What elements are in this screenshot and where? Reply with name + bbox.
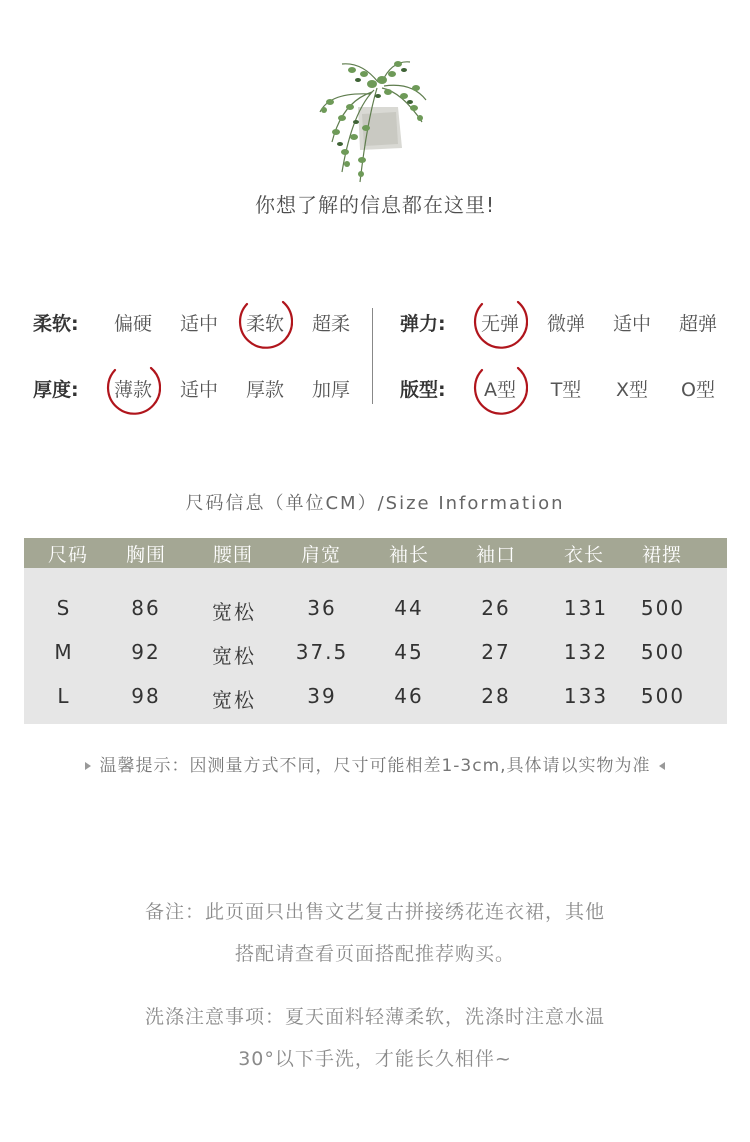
attributes-left [33, 302, 364, 408]
thickness-option-extra-thick: 加厚 [311, 378, 350, 401]
softness-row [33, 302, 364, 342]
header-cuff: 袖口 [475, 544, 516, 566]
table-cell: 500 [640, 640, 686, 664]
attributes-right [400, 302, 731, 408]
table-cell: 132 [563, 640, 609, 664]
softness-label: 柔软: [33, 312, 79, 335]
fit-row [400, 368, 731, 408]
table-cell: 28 [481, 684, 511, 708]
attributes-divider [372, 308, 373, 404]
header-hem: 裙摆 [641, 544, 682, 566]
header-waist: 腰围 [212, 544, 253, 566]
table-cell: 92 [131, 640, 161, 664]
table-cell: M [54, 640, 74, 664]
thickness-option-thick: 厚款 [245, 378, 284, 401]
thickness-option-medium: 适中 [179, 378, 218, 401]
note-line-1: 备注：此页面只出售文艺复古拼接绣花连衣裙，其他 [144, 901, 605, 923]
table-cell: 39 [307, 684, 337, 708]
table-cell: 36 [307, 596, 337, 620]
table-cell: 133 [563, 684, 609, 708]
table-cell: 500 [640, 596, 686, 620]
table-cell: 131 [563, 596, 609, 620]
elasticity-option-none [467, 309, 533, 336]
table-cell: 44 [394, 596, 424, 620]
fit-option-x: X型 [615, 378, 649, 401]
table-cell: 宽松 [212, 688, 256, 712]
size-table-body [24, 568, 727, 724]
header-bust: 胸围 [125, 544, 166, 566]
fit-option-a-text: A型 [484, 378, 516, 401]
thickness-option-thin-text: 薄款 [113, 378, 152, 401]
triangle-right-icon [85, 762, 91, 770]
thickness-row [33, 368, 364, 408]
tip-text: 温馨提示：因测量方式不同，尺寸可能相差1-3cm,具体请以实物为准 [99, 756, 651, 776]
table-cell: 46 [394, 684, 424, 708]
fit-label: 版型: [400, 378, 446, 401]
size-table-header [24, 538, 727, 568]
softness-option-hard: 偏硬 [113, 312, 152, 335]
header-size: 尺码 [47, 544, 88, 566]
thickness-option-thin [100, 375, 166, 402]
table-cell: 86 [131, 596, 161, 620]
elasticity-option-super: 超弹 [678, 312, 717, 335]
table-cell: S [56, 596, 72, 620]
table-cell: 500 [640, 684, 686, 708]
elasticity-option-none-text: 无弹 [480, 312, 519, 335]
table-cell: 37.5 [295, 640, 349, 664]
table-cell: 98 [131, 684, 161, 708]
elasticity-row [400, 302, 731, 342]
softness-option-super-soft: 超柔 [311, 312, 350, 335]
table-cell: 45 [394, 640, 424, 664]
wash-line-1: 洗涤注意事项：夏天面料轻薄柔软，洗涤时注意水温 [144, 1006, 605, 1028]
softness-option-soft [232, 309, 298, 336]
elasticity-option-slight: 微弹 [546, 312, 585, 335]
header-length: 衣长 [563, 544, 604, 566]
thickness-label: 厚度: [33, 378, 79, 401]
elasticity-label: 弹力: [400, 312, 446, 335]
note-line-2: 搭配请查看页面搭配推荐购买。 [234, 943, 515, 965]
table-cell: 26 [481, 596, 511, 620]
table-cell: 宽松 [212, 600, 256, 624]
table-cell: 宽松 [212, 644, 256, 668]
softness-option-medium: 适中 [179, 312, 218, 335]
fit-option-o: O型 [681, 378, 715, 401]
fit-option-a [467, 375, 533, 402]
table-cell: 27 [481, 640, 511, 664]
headline: 你想了解的信息都在这里! [254, 193, 496, 217]
header-sleeve-length: 袖长 [388, 544, 429, 566]
wash-line-2: 30°以下手洗，才能长久相伴~ [238, 1048, 512, 1070]
measurement-tip [0, 751, 750, 776]
plant-illustration [312, 52, 432, 187]
header-shoulder: 肩宽 [300, 544, 341, 566]
triangle-left-icon [659, 762, 665, 770]
fit-option-t: T型 [550, 378, 582, 401]
elasticity-option-medium: 适中 [612, 312, 651, 335]
size-info-title: 尺码信息（单位CM）/Size Information [185, 493, 565, 514]
table-cell: L [57, 684, 71, 708]
softness-option-soft-text: 柔软 [245, 312, 284, 335]
